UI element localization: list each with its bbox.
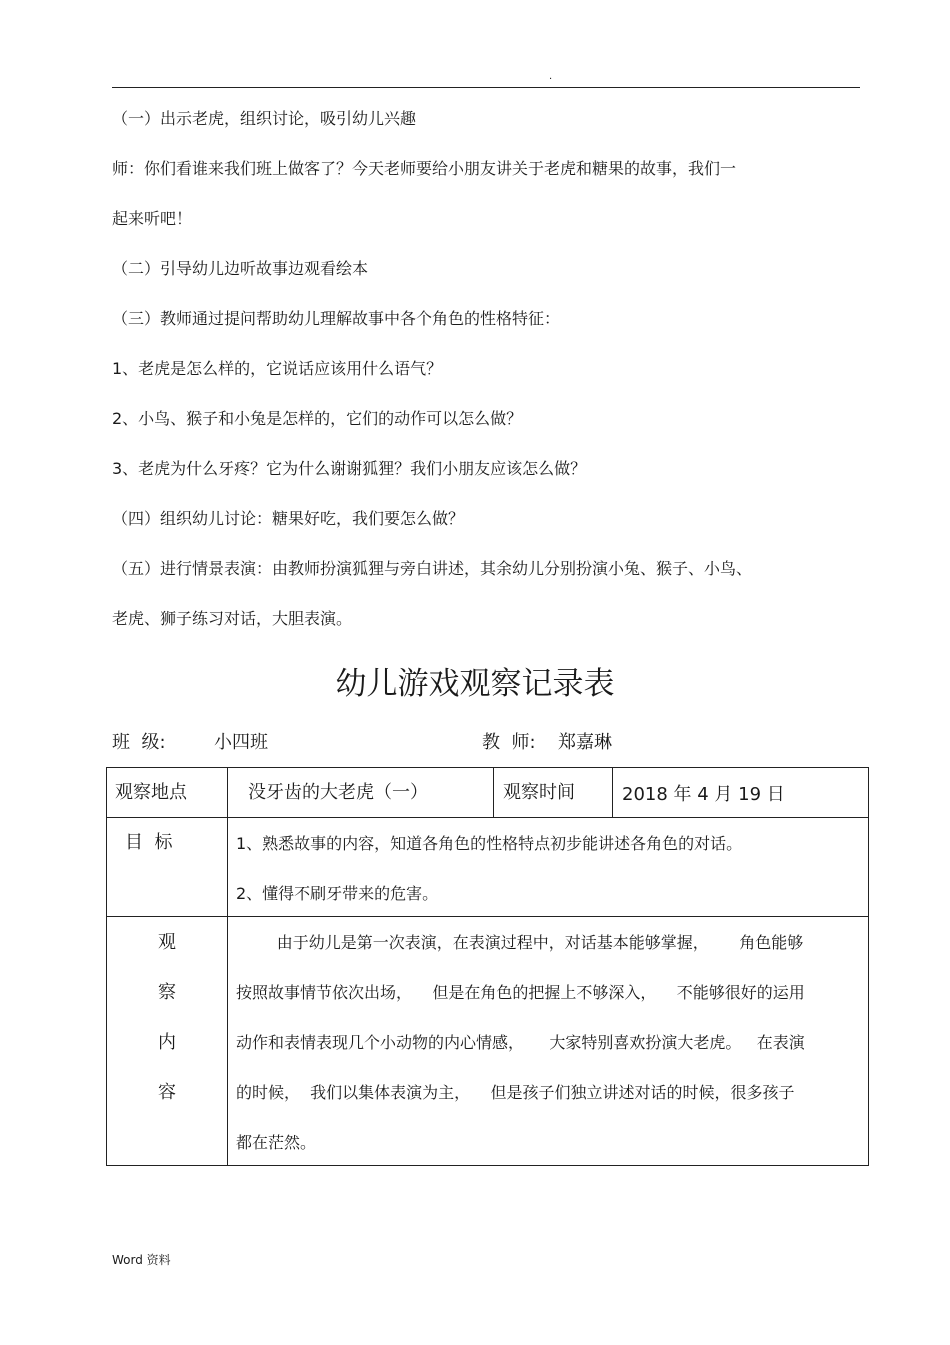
- place-label-cell: [107, 768, 228, 818]
- content-label-cell: [107, 917, 228, 1166]
- record-title: 幼儿游戏观察记录表: [335, 666, 615, 702]
- body-line: 3、老虎为什么牙疼？它为什么谢谢狐狸？我们小朋友应该怎么做？: [112, 459, 587, 478]
- body-line: 2、小鸟、猴子和小兔是怎样的，它们的动作可以怎么做？: [112, 409, 523, 428]
- content-line: 都在茫然。: [236, 1133, 317, 1152]
- content-label-char: 内: [158, 1032, 176, 1053]
- observation-table: [106, 767, 869, 1166]
- place-label: 观察地点: [115, 782, 187, 803]
- content-line: 的时候， 我们以集体表演为主， 但是孩子们独立讲述对话的时候，很多孩子: [236, 1083, 795, 1102]
- goal-item: 1、熟悉故事的内容，知道各角色的性格特点初步能讲述各角色的对话。: [236, 834, 743, 853]
- teacher-label: 教 师:: [482, 732, 536, 753]
- goal-label: 目 标: [125, 832, 173, 853]
- content-label-char: 观: [158, 932, 176, 953]
- body-line: （一）出示老虎，组织讨论，吸引幼儿兴趣: [112, 109, 417, 128]
- place-value: 没牙齿的大老虎（一）: [248, 782, 428, 803]
- content-label-char: 容: [158, 1082, 176, 1103]
- content-line: 按照故事情节依次出场， 但是在角色的把握上不够深入， 不能够很好的运用: [236, 983, 805, 1002]
- time-value: 2018 年 4 月 19 日: [622, 784, 785, 805]
- body-line: （五）进行情景表演：由教师扮演狐狸与旁白讲述，其余幼儿分别扮演小兔、猴子、小鸟、: [112, 559, 753, 578]
- header-rule: [112, 87, 860, 88]
- footer-text: Word 资料: [112, 1253, 171, 1267]
- body-line: 师：你们看谁来我们班上做客了？今天老师要给小朋友讲关于老虎和糖果的故事，我们一: [112, 159, 737, 178]
- goal-label-cell: [107, 818, 228, 917]
- class-label: 班 级:: [112, 732, 166, 753]
- class-value: 小四班: [214, 732, 268, 753]
- body-line: （二）引导幼儿边听故事边观看绘本: [112, 259, 369, 278]
- teacher-value: 郑嘉琳: [558, 732, 612, 753]
- time-label: 观察时间: [503, 782, 575, 803]
- body-line: （三）教师通过提问帮助幼儿理解故事中各个角色的性格特征：: [112, 309, 561, 328]
- content-line: 动作和表情表现几个小动物的内心情感， 大家特别喜欢扮演大老虎。 在表演: [236, 1033, 805, 1052]
- time-value-cell: [613, 768, 869, 818]
- body-line: （四）组织幼儿讨论：糖果好吃，我们要怎么做？: [112, 509, 465, 528]
- time-label-cell: [494, 768, 613, 818]
- content-line: 由于幼儿是第一次表演，在表演过程中，对话基本能够掌握， 角色能够: [236, 933, 804, 952]
- body-line: 老虎、狮子练习对话，大胆表演。: [112, 609, 353, 628]
- goal-content-cell: [228, 818, 869, 917]
- goal-item: 2、懂得不刷牙带来的危害。: [236, 884, 439, 903]
- place-value-cell: [228, 768, 494, 818]
- content-label-char: 察: [158, 982, 176, 1003]
- body-line: 起来听吧！: [112, 209, 193, 228]
- header-dot: .: [549, 71, 553, 82]
- content-text-cell: [228, 917, 869, 1166]
- body-line: 1、老虎是怎么样的，它说话应该用什么语气？: [112, 359, 443, 378]
